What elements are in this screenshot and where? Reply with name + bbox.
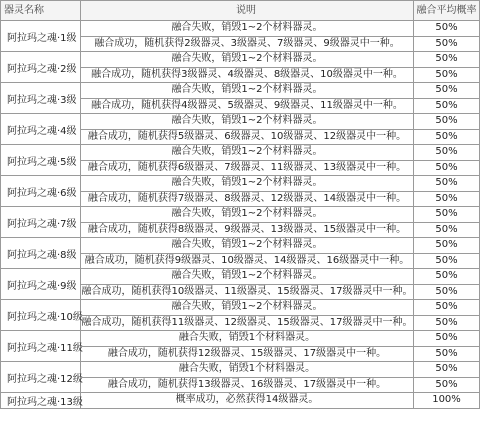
table-row — [81, 269, 480, 285]
table-row — [81, 192, 480, 208]
description-cell: 融合失败，销毁1~2个材料器灵。 — [81, 238, 414, 254]
description-cell: 融合成功，随机获得7级器灵、8级器灵、12级器灵、14级器灵中一种。 — [81, 192, 414, 208]
rate-cell: 50% — [414, 114, 480, 130]
rate-cell: 50% — [414, 145, 480, 161]
table-row-group — [1, 300, 480, 331]
rate-cell: 50% — [414, 21, 480, 37]
table-row — [81, 207, 480, 223]
table-row-group — [1, 145, 480, 176]
rate-cell: 50% — [414, 285, 480, 301]
rate-cell: 50% — [414, 161, 480, 177]
table-row — [81, 21, 480, 37]
description-cell: 融合失败，销毁1~2个材料器灵。 — [81, 176, 414, 192]
table-row-group — [1, 238, 480, 269]
table-row — [81, 300, 480, 316]
description-cell: 融合成功，随机获得13级器灵、16级器灵、17级器灵中一种。 — [81, 378, 414, 394]
spirit-name-cell: 阿拉玛之魂·5级 — [1, 145, 81, 176]
description-cell: 融合失败，销毁1~2个材料器灵。 — [81, 114, 414, 130]
table-row-group — [1, 21, 480, 52]
rate-cell: 50% — [414, 254, 480, 270]
table-row-group — [1, 114, 480, 145]
rate-cell: 50% — [414, 52, 480, 68]
rate-cell: 50% — [414, 99, 480, 115]
rate-cell: 50% — [414, 130, 480, 146]
description-cell: 融合成功，随机获得12级器灵、15级器灵、17级器灵中一种。 — [81, 347, 414, 363]
table-row-group — [1, 207, 480, 238]
spirit-name-cell: 阿拉玛之魂·6级 — [1, 176, 81, 207]
table-row — [81, 223, 480, 239]
table-row-group — [1, 83, 480, 114]
description-cell: 融合失败，销毁1~2个材料器灵。 — [81, 207, 414, 223]
table-row — [81, 316, 480, 332]
table-row-group — [1, 176, 480, 207]
spirit-name-cell: 阿拉玛之魂·10级 — [1, 300, 81, 331]
description-cell: 融合失败，销毁1~2个材料器灵。 — [81, 145, 414, 161]
rate-cell: 50% — [414, 316, 480, 332]
table-row — [81, 130, 480, 146]
rate-cell: 50% — [414, 300, 480, 316]
header-name: 器灵名称 — [1, 1, 81, 21]
rate-cell: 50% — [414, 192, 480, 208]
table-row-group — [1, 393, 480, 409]
table-row — [81, 362, 480, 378]
table-row — [81, 83, 480, 99]
table-body — [1, 21, 480, 409]
header-description: 说明 — [81, 1, 414, 21]
table-row — [81, 52, 480, 68]
table-row-group — [1, 269, 480, 300]
table-row-group — [1, 52, 480, 83]
description-cell: 融合失败，销毁1个材料器灵。 — [81, 362, 414, 378]
table-header — [1, 1, 480, 21]
description-cell: 融合成功，随机获得9级器灵、10级器灵、14级器灵、16级器灵中一种。 — [81, 254, 414, 270]
description-cell: 融合成功，随机获得8级器灵、9级器灵、13级器灵、15级器灵中一种。 — [81, 223, 414, 239]
table-row — [81, 114, 480, 130]
spirit-name-cell: 阿拉玛之魂·1级 — [1, 21, 81, 52]
rate-cell: 50% — [414, 207, 480, 223]
table-row — [81, 68, 480, 84]
spirit-name-cell: 阿拉玛之魂·12级 — [1, 362, 81, 393]
description-cell: 融合失败，销毁1~2个材料器灵。 — [81, 83, 414, 99]
table-row — [81, 347, 480, 363]
description-cell: 融合失败，销毁1~2个材料器灵。 — [81, 21, 414, 37]
description-cell: 融合成功，随机获得6级器灵、7级器灵、11级器灵、13级器灵中一种。 — [81, 161, 414, 177]
description-cell: 融合成功，随机获得5级器灵、6级器灵、10级器灵、12级器灵中一种。 — [81, 130, 414, 146]
spirit-name-cell: 阿拉玛之魂·4级 — [1, 114, 81, 145]
description-cell: 融合成功，随机获得3级器灵、4级器灵、8级器灵、10级器灵中一种。 — [81, 68, 414, 84]
rate-cell: 50% — [414, 238, 480, 254]
table-row — [81, 285, 480, 301]
description-cell: 融合成功，随机获得11级器灵、12级器灵、15级器灵、17级器灵中一种。 — [81, 316, 414, 332]
table-row — [81, 393, 480, 409]
table-row — [81, 99, 480, 115]
table-row — [81, 331, 480, 347]
table-row — [81, 145, 480, 161]
rate-cell: 50% — [414, 176, 480, 192]
table-row — [81, 254, 480, 270]
rate-cell: 50% — [414, 378, 480, 394]
description-cell: 融合失败，销毁1个材料器灵。 — [81, 331, 414, 347]
table-row — [81, 37, 480, 53]
spirit-name-cell: 阿拉玛之魂·11级 — [1, 331, 81, 362]
rate-cell: 50% — [414, 37, 480, 53]
table-row — [81, 161, 480, 177]
rate-cell: 50% — [414, 68, 480, 84]
description-cell: 融合成功，随机获得10级器灵、11级器灵、15级器灵、17级器灵中一种。 — [81, 285, 414, 301]
rate-cell: 50% — [414, 269, 480, 285]
spirit-name-cell: 阿拉玛之魂·2级 — [1, 52, 81, 83]
rate-cell: 50% — [414, 347, 480, 363]
spirit-name-cell: 阿拉玛之魂·3级 — [1, 83, 81, 114]
rate-cell: 50% — [414, 223, 480, 239]
table-row-group — [1, 331, 480, 362]
spirit-name-cell: 阿拉玛之魂·13级 — [1, 393, 81, 409]
header-rate: 融合平均概率 — [414, 1, 480, 21]
description-cell: 融合成功，随机获得2级器灵、3级器灵、7级器灵、9级器灵中一种。 — [81, 37, 414, 53]
table-row-group — [1, 362, 480, 393]
description-cell: 融合失败，销毁1~2个材料器灵。 — [81, 300, 414, 316]
rate-cell: 100% — [414, 393, 480, 409]
spirit-name-cell: 阿拉玛之魂·8级 — [1, 238, 81, 269]
description-cell: 概率成功，必然获得14级器灵。 — [81, 393, 414, 409]
table-row — [81, 176, 480, 192]
rate-cell: 50% — [414, 83, 480, 99]
spirit-name-cell: 阿拉玛之魂·7级 — [1, 207, 81, 238]
description-cell: 融合成功，随机获得4级器灵、5级器灵、9级器灵、11级器灵中一种。 — [81, 99, 414, 115]
table-row — [81, 378, 480, 394]
description-cell: 融合失败，销毁1~2个材料器灵。 — [81, 52, 414, 68]
spirit-name-cell: 阿拉玛之魂·9级 — [1, 269, 81, 300]
description-cell: 融合失败，销毁1~2个材料器灵。 — [81, 269, 414, 285]
table-row — [81, 238, 480, 254]
rate-cell: 50% — [414, 331, 480, 347]
rate-cell: 50% — [414, 362, 480, 378]
